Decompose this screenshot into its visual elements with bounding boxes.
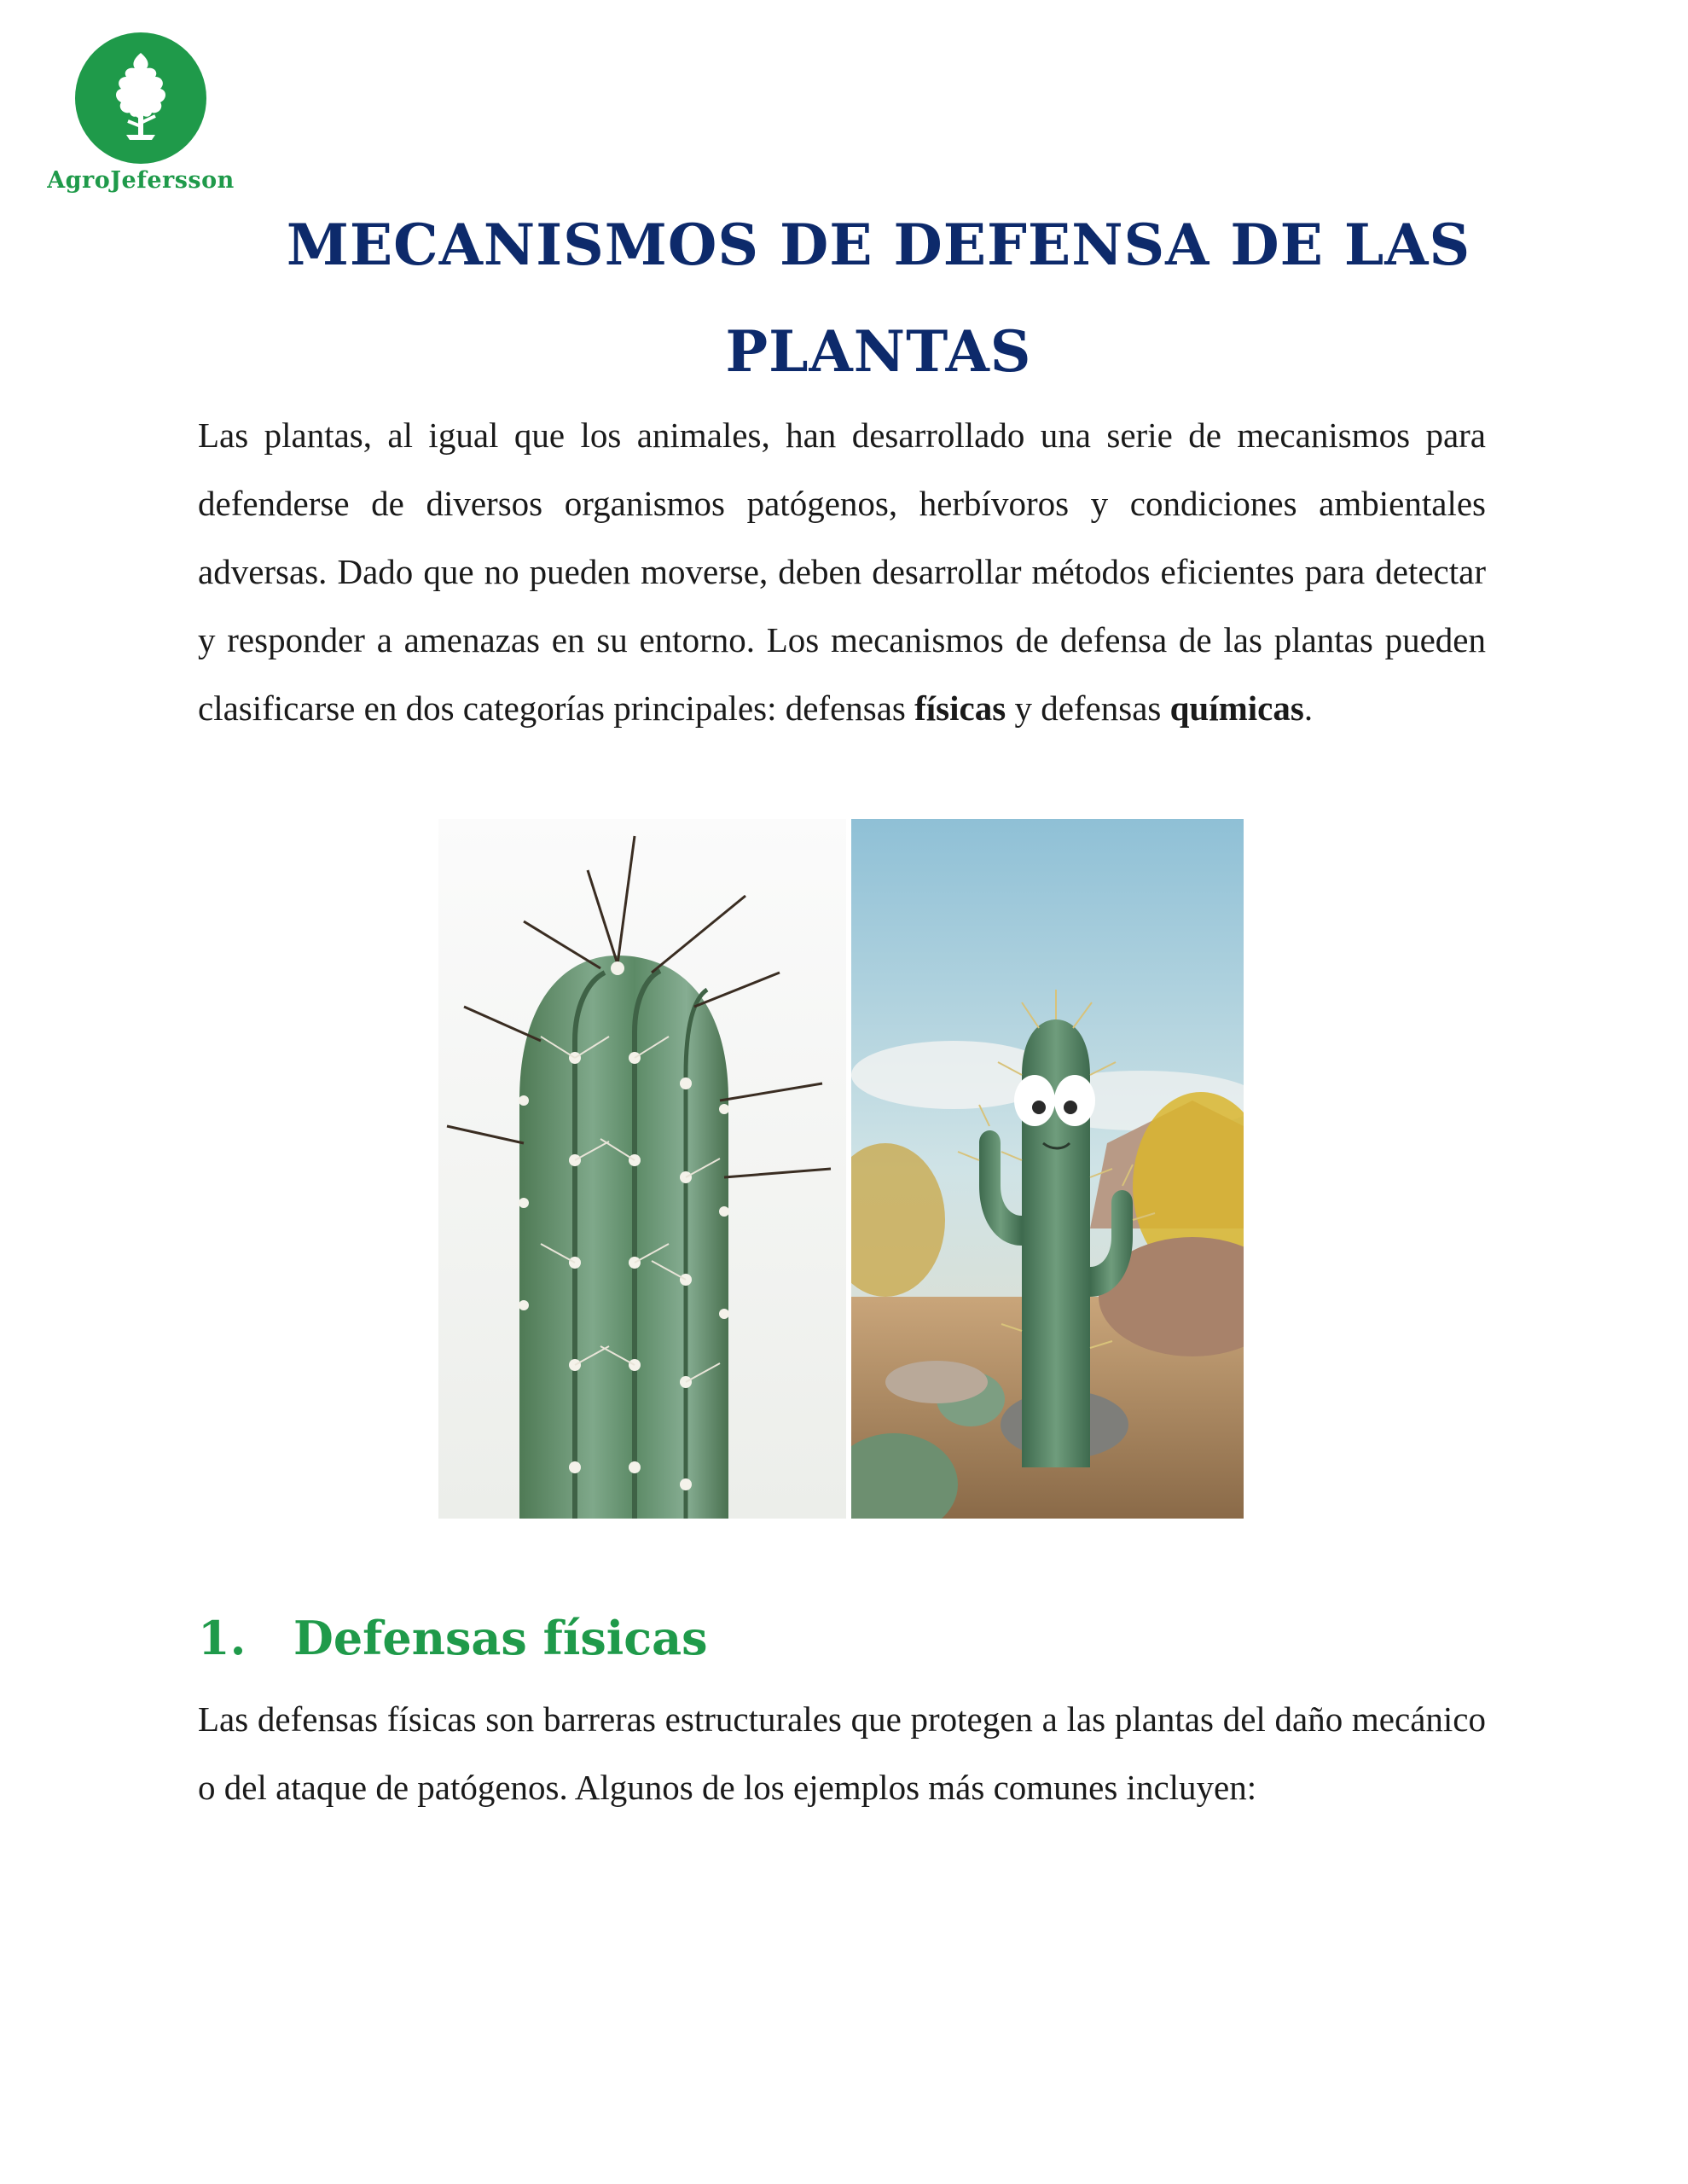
intro-text-end: . — [1303, 688, 1314, 728]
cartoon-cactus-photo — [851, 819, 1244, 1519]
bold-physical: físicas — [914, 688, 1006, 728]
intro-paragraph — [198, 401, 1486, 742]
intro-text-middle: y defensas — [1006, 688, 1170, 728]
section-title: Defensas físicas — [293, 1611, 708, 1665]
cactus-spines-photo — [438, 819, 846, 1519]
cactus-images — [438, 819, 1244, 1519]
logo — [34, 32, 247, 203]
logo-text: AgroJefersson — [47, 167, 235, 194]
section-heading-physical-defenses — [198, 1604, 1486, 1672]
section-number: 1. — [198, 1611, 247, 1665]
logo-badge — [75, 32, 206, 164]
page-title: MECANISMOS DE DEFENSA DE LAS PLANTAS — [286, 212, 1471, 385]
bold-chemical: químicas — [1169, 688, 1304, 728]
section-paragraph: Las defensas físicas son barreras estructurales que protegen a las plantas del daño mecánico o del ataque de patógenos. Algunos de los ejemplos más comunes incluyen: — [198, 1699, 1486, 1807]
intro-text-start: Las plantas, al igual que los animales, han desarrollado una serie de mecanismos para defenderse de diversos organismos patógenos, herbívoros y condiciones ambientales adversas. Dado que no pueden moverse, deben desarrollar métodos eficientes para detectar y responder a amenazas en su entorno. Los mecanismos de defensa de las plantas pueden clasificarse en dos categorías principales: defensas — [198, 415, 1486, 728]
tree-icon — [75, 32, 206, 164]
